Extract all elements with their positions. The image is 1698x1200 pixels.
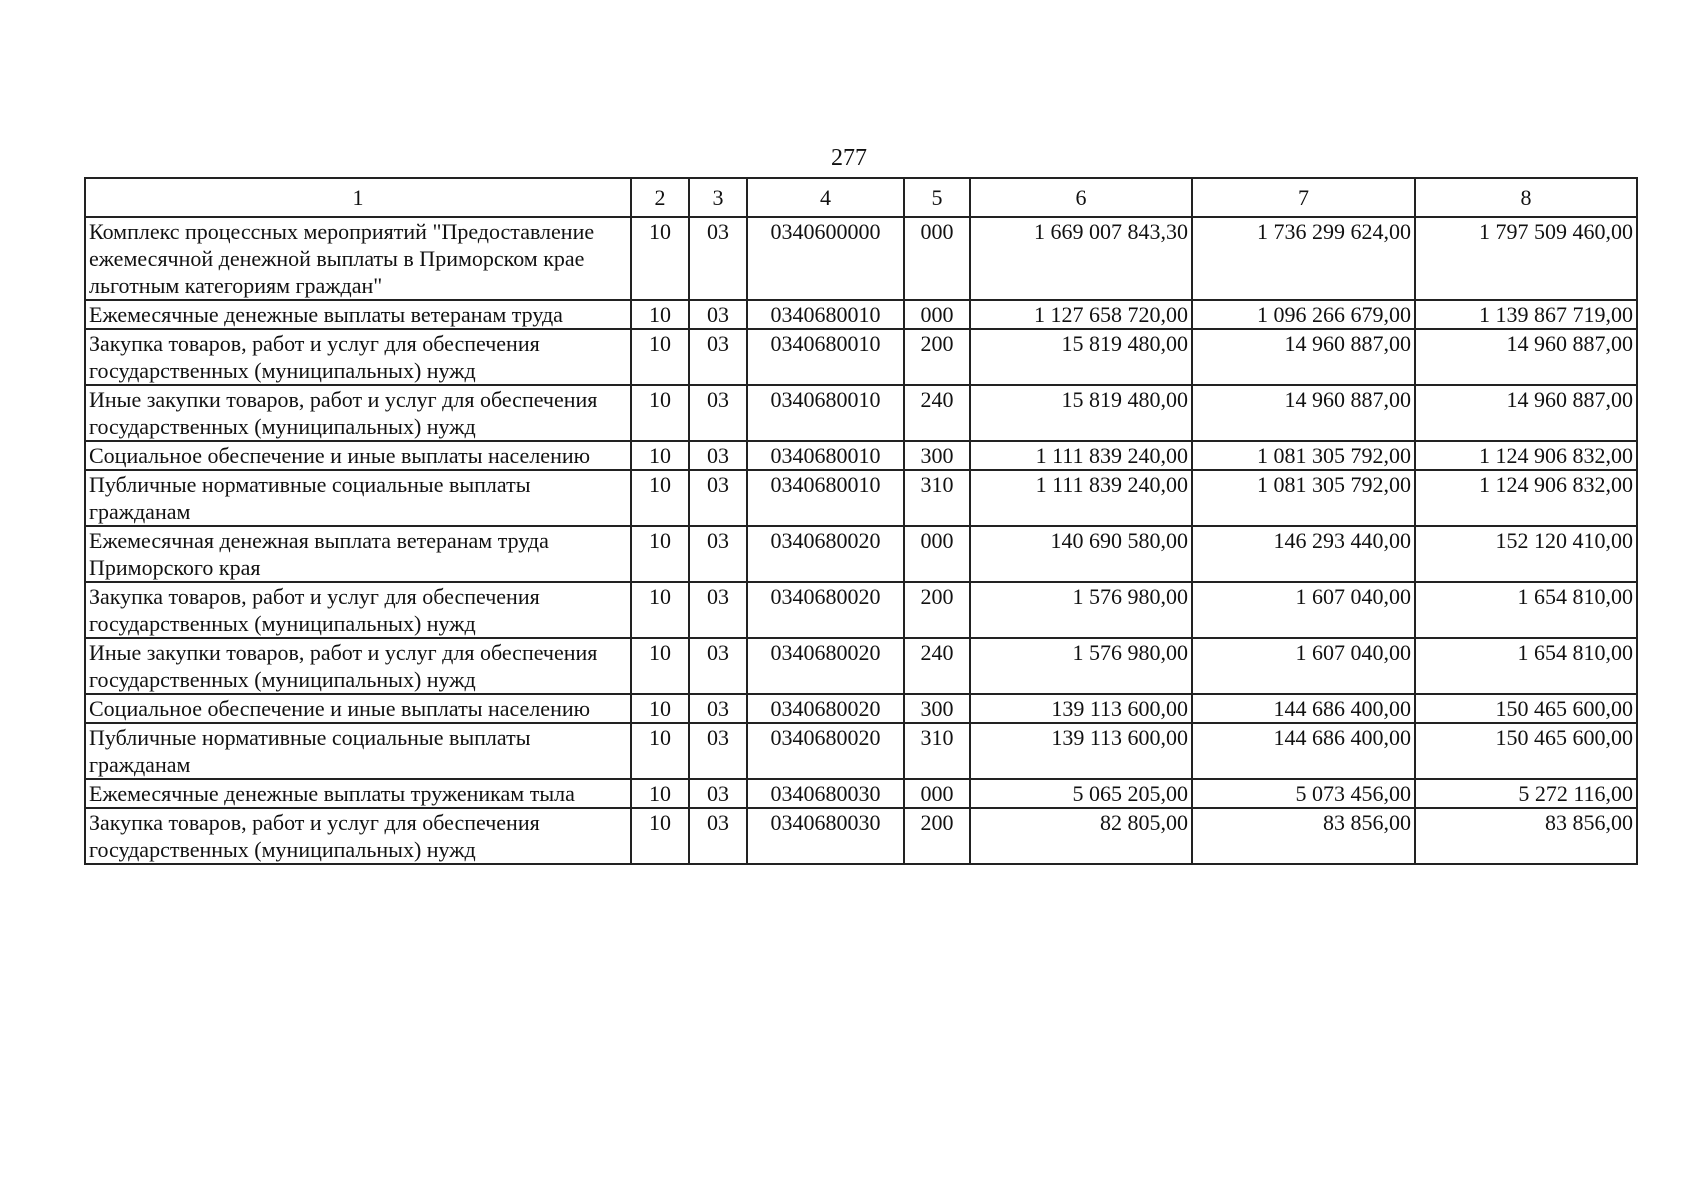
cell-amount-col8: 5 272 116,00 (1415, 779, 1637, 808)
cell-expense-type-code: 000 (904, 779, 970, 808)
table-body (85, 217, 1637, 864)
table-row (85, 638, 1637, 694)
cell-amount-col8: 83 856,00 (1415, 808, 1637, 864)
cell-expense-type-code: 200 (904, 329, 970, 385)
page-number: 277 (831, 145, 867, 171)
cell-amount-col7: 83 856,00 (1192, 808, 1415, 864)
cell-amount-col8: 14 960 887,00 (1415, 385, 1637, 441)
cell-target-article-code: 0340680010 (747, 470, 904, 526)
cell-amount-col8: 150 465 600,00 (1415, 694, 1637, 723)
cell-amount-col8: 152 120 410,00 (1415, 526, 1637, 582)
cell-amount-col6: 1 576 980,00 (970, 582, 1192, 638)
cell-amount-col7: 1 607 040,00 (1192, 582, 1415, 638)
cell-amount-col8: 1 139 867 719,00 (1415, 300, 1637, 329)
table-row (85, 582, 1637, 638)
cell-expense-type-code: 300 (904, 694, 970, 723)
cell-subsection-code: 03 (689, 441, 747, 470)
cell-subsection-code: 03 (689, 638, 747, 694)
cell-expense-type-code: 310 (904, 470, 970, 526)
header-row (85, 178, 1637, 217)
cell-subsection-code: 03 (689, 723, 747, 779)
cell-subsection-code: 03 (689, 470, 747, 526)
cell-target-article-code: 0340680020 (747, 723, 904, 779)
cell-target-article-code: 0340680030 (747, 779, 904, 808)
table-row (85, 779, 1637, 808)
column-header-6: 6 (970, 178, 1192, 217)
cell-target-article-code: 0340680030 (747, 808, 904, 864)
cell-description: Ежемесячная денежная выплата ветеранам труда Приморского края (85, 526, 631, 582)
cell-amount-col6: 82 805,00 (970, 808, 1192, 864)
table-row (85, 723, 1637, 779)
cell-subsection-code: 03 (689, 779, 747, 808)
cell-description: Комплекс процессных мероприятий "Предоставление ежемесячной денежной выплаты в Приморском крае льготным категориям граждан" (85, 217, 631, 300)
cell-section-code: 10 (631, 582, 689, 638)
column-header-2: 2 (631, 178, 689, 217)
cell-description: Публичные нормативные социальные выплаты гражданам (85, 470, 631, 526)
cell-amount-col6: 1 576 980,00 (970, 638, 1192, 694)
cell-subsection-code: 03 (689, 329, 747, 385)
cell-amount-col7: 1 736 299 624,00 (1192, 217, 1415, 300)
column-header-7: 7 (1192, 178, 1415, 217)
cell-subsection-code: 03 (689, 300, 747, 329)
cell-target-article-code: 0340680010 (747, 300, 904, 329)
cell-amount-col7: 5 073 456,00 (1192, 779, 1415, 808)
cell-amount-col6: 1 111 839 240,00 (970, 441, 1192, 470)
cell-section-code: 10 (631, 779, 689, 808)
cell-target-article-code: 0340680010 (747, 329, 904, 385)
cell-amount-col6: 1 669 007 843,30 (970, 217, 1192, 300)
table-row (85, 385, 1637, 441)
cell-description: Ежемесячные денежные выплаты ветеранам труда (85, 300, 631, 329)
cell-amount-col7: 14 960 887,00 (1192, 329, 1415, 385)
cell-section-code: 10 (631, 217, 689, 300)
budget-table (84, 177, 1638, 865)
cell-subsection-code: 03 (689, 582, 747, 638)
cell-expense-type-code: 310 (904, 723, 970, 779)
cell-amount-col8: 1 797 509 460,00 (1415, 217, 1637, 300)
cell-description: Социальное обеспечение и иные выплаты населению (85, 441, 631, 470)
cell-expense-type-code: 000 (904, 217, 970, 300)
table-row (85, 300, 1637, 329)
cell-expense-type-code: 240 (904, 638, 970, 694)
cell-target-article-code: 0340680010 (747, 385, 904, 441)
cell-amount-col6: 15 819 480,00 (970, 385, 1192, 441)
cell-amount-col7: 1 607 040,00 (1192, 638, 1415, 694)
cell-amount-col7: 144 686 400,00 (1192, 723, 1415, 779)
table-row (85, 470, 1637, 526)
cell-amount-col6: 139 113 600,00 (970, 723, 1192, 779)
table-row (85, 217, 1637, 300)
column-header-3: 3 (689, 178, 747, 217)
cell-subsection-code: 03 (689, 217, 747, 300)
cell-subsection-code: 03 (689, 385, 747, 441)
cell-section-code: 10 (631, 808, 689, 864)
cell-amount-col6: 139 113 600,00 (970, 694, 1192, 723)
cell-expense-type-code: 240 (904, 385, 970, 441)
cell-expense-type-code: 000 (904, 526, 970, 582)
cell-subsection-code: 03 (689, 808, 747, 864)
cell-subsection-code: 03 (689, 694, 747, 723)
cell-target-article-code: 0340680020 (747, 638, 904, 694)
cell-section-code: 10 (631, 526, 689, 582)
cell-amount-col6: 5 065 205,00 (970, 779, 1192, 808)
cell-section-code: 10 (631, 694, 689, 723)
cell-expense-type-code: 000 (904, 300, 970, 329)
cell-description: Закупка товаров, работ и услуг для обеспечения государственных (муниципальных) нужд (85, 582, 631, 638)
cell-target-article-code: 0340680020 (747, 582, 904, 638)
cell-description: Закупка товаров, работ и услуг для обеспечения государственных (муниципальных) нужд (85, 329, 631, 385)
cell-amount-col6: 1 127 658 720,00 (970, 300, 1192, 329)
cell-description: Публичные нормативные социальные выплаты гражданам (85, 723, 631, 779)
column-header-8: 8 (1415, 178, 1637, 217)
cell-amount-col6: 15 819 480,00 (970, 329, 1192, 385)
cell-amount-col7: 144 686 400,00 (1192, 694, 1415, 723)
cell-amount-col7: 146 293 440,00 (1192, 526, 1415, 582)
cell-description: Ежемесячные денежные выплаты труженикам тыла (85, 779, 631, 808)
cell-description: Социальное обеспечение и иные выплаты населению (85, 694, 631, 723)
cell-section-code: 10 (631, 329, 689, 385)
cell-section-code: 10 (631, 441, 689, 470)
table-row (85, 694, 1637, 723)
cell-subsection-code: 03 (689, 526, 747, 582)
table-row (85, 526, 1637, 582)
column-header-5: 5 (904, 178, 970, 217)
cell-expense-type-code: 200 (904, 808, 970, 864)
cell-target-article-code: 0340600000 (747, 217, 904, 300)
cell-amount-col8: 1 654 810,00 (1415, 582, 1637, 638)
cell-amount-col8: 1 654 810,00 (1415, 638, 1637, 694)
cell-amount-col8: 1 124 906 832,00 (1415, 470, 1637, 526)
cell-amount-col7: 1 081 305 792,00 (1192, 470, 1415, 526)
table-row (85, 808, 1637, 864)
cell-amount-col7: 14 960 887,00 (1192, 385, 1415, 441)
cell-amount-col8: 1 124 906 832,00 (1415, 441, 1637, 470)
column-header-1: 1 (85, 178, 631, 217)
cell-target-article-code: 0340680010 (747, 441, 904, 470)
cell-amount-col7: 1 096 266 679,00 (1192, 300, 1415, 329)
cell-amount-col8: 14 960 887,00 (1415, 329, 1637, 385)
cell-section-code: 10 (631, 385, 689, 441)
cell-amount-col8: 150 465 600,00 (1415, 723, 1637, 779)
cell-amount-col6: 140 690 580,00 (970, 526, 1192, 582)
column-header-4: 4 (747, 178, 904, 217)
cell-amount-col7: 1 081 305 792,00 (1192, 441, 1415, 470)
cell-description: Иные закупки товаров, работ и услуг для обеспечения государственных (муниципальных) нужд (85, 638, 631, 694)
cell-amount-col6: 1 111 839 240,00 (970, 470, 1192, 526)
cell-expense-type-code: 300 (904, 441, 970, 470)
cell-expense-type-code: 200 (904, 582, 970, 638)
table-row (85, 441, 1637, 470)
cell-description: Закупка товаров, работ и услуг для обеспечения государственных (муниципальных) нужд (85, 808, 631, 864)
cell-section-code: 10 (631, 300, 689, 329)
cell-target-article-code: 0340680020 (747, 526, 904, 582)
cell-section-code: 10 (631, 638, 689, 694)
cell-section-code: 10 (631, 470, 689, 526)
cell-description: Иные закупки товаров, работ и услуг для обеспечения государственных (муниципальных) нужд (85, 385, 631, 441)
cell-section-code: 10 (631, 723, 689, 779)
table-row (85, 329, 1637, 385)
cell-target-article-code: 0340680020 (747, 694, 904, 723)
